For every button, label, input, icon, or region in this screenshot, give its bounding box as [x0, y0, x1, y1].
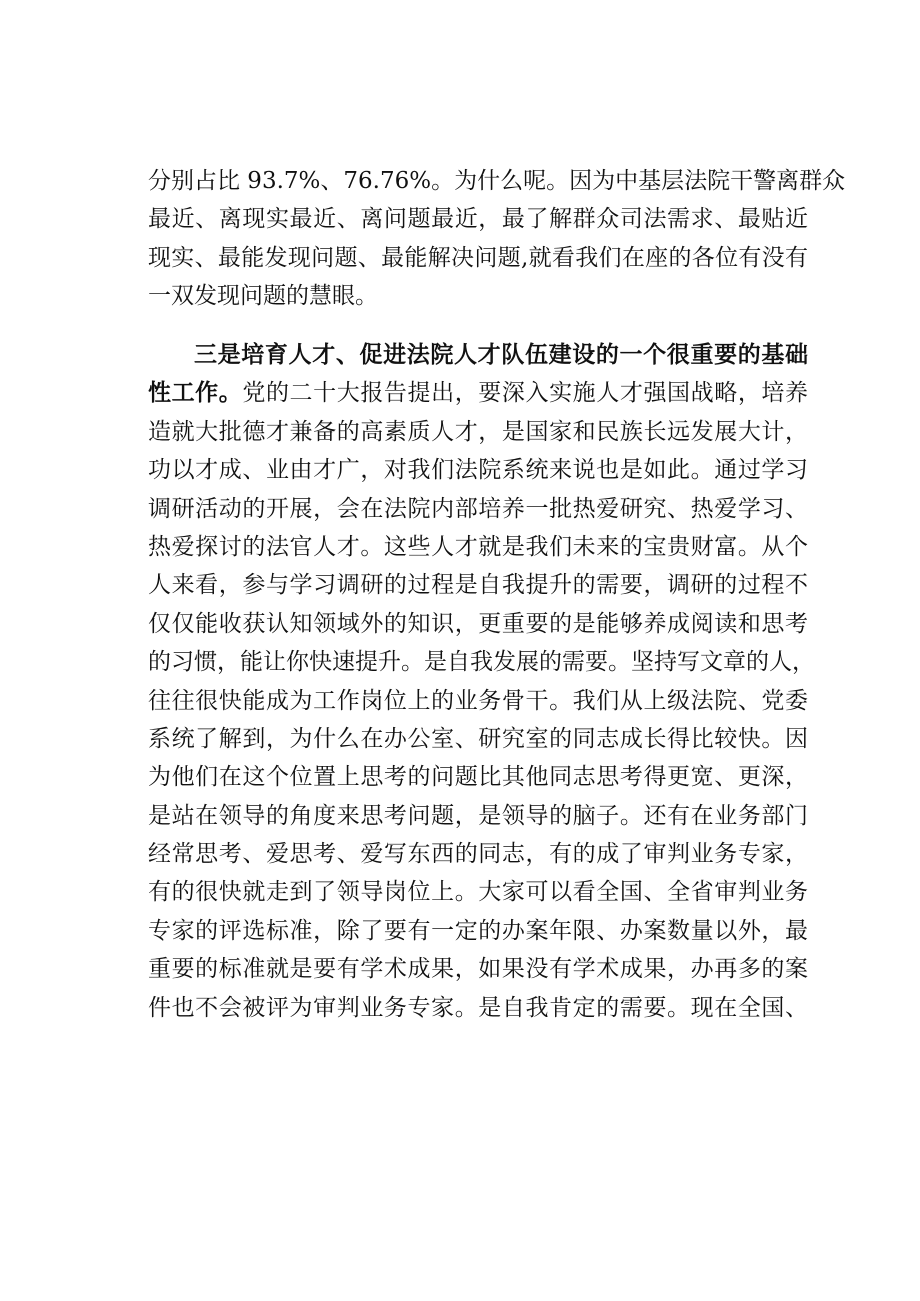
paragraph-2-line: 专家的评选标准，除了要有一定的办案年限、办案数量以外，最: [148, 917, 808, 944]
paragraph-2-line-rest: 党的二十大报告提出，要深入实施人才强国战略，培养: [242, 380, 809, 407]
paragraph-1-line: 现实、最能发现问题、最能解决问题,就看我们在座的各位有没有: [148, 244, 808, 271]
paragraph-1-line: 一双发现问题的慧眼。: [148, 283, 378, 310]
paragraph-2: [148, 336, 815, 1027]
paragraph-1-line: 最近、离现实最近、离问题最近，最了解群众司法需求、最贴近: [148, 206, 808, 233]
paragraph-2-line: 往往很快能成为工作岗位上的业务骨干。我们从上级法院、党委: [148, 687, 808, 714]
paragraph-1: [148, 162, 846, 316]
paragraph-2-line: 热爱探讨的法官人才。这些人才就是我们未来的宝贵财富。从个: [148, 533, 808, 560]
paragraph-2-heading: 三是培育人才、促进法院人才队伍建设的一个很重要的基础: [194, 341, 808, 368]
paragraph-2-line: 有的很快就走到了领导岗位上。大家可以看全国、全省审判业务: [148, 879, 808, 906]
paragraph-2-line: 调研活动的开展，会在法院内部培养一批热爱研究、热爱学习、: [148, 495, 808, 522]
paragraph-2-line: 经常思考、爱思考、爱写东西的同志，有的成了审判业务专家，: [148, 841, 808, 868]
paragraph-2-line: 功以才成、业由才广，对我们法院系统来说也是如此。通过学习: [148, 457, 808, 484]
paragraph-2-line: 重要的标准就是要有学术成果，如果没有学术成果，办再多的案: [148, 956, 808, 983]
paragraph-2-line: 的习惯，能让你快速提升。是自我发展的需要。坚持写文章的人，: [148, 649, 815, 676]
paragraph-2-line: 是站在领导的角度来思考问题，是领导的脑子。还有在业务部门: [148, 802, 808, 829]
paragraph-2-line: 系统了解到，为什么在办公室、研究室的同志成长得比较快。因: [148, 725, 808, 752]
paragraph-2-line: [148, 374, 808, 412]
paragraph-2-line: 件也不会被评为审判业务专家。是自我肯定的需要。现在全国、: [148, 994, 808, 1021]
paragraph-2-line: 为他们在这个位置上思考的问题比其他同志思考得更宽、更深，: [148, 764, 808, 791]
paragraph-2-line: 人来看，参与学习调研的过程是自我提升的需要，调研的过程不: [148, 572, 808, 599]
paragraph-2-line: 造就大批德才兼备的高素质人才，是国家和民族长远发展大计，: [148, 418, 808, 445]
paragraph-2-heading-end: 性工作。: [148, 379, 243, 407]
paragraph-1-line: 分别占比 93.7%、76.76%。为什么呢。因为中基层法院干警离群众: [148, 168, 846, 194]
paragraph-2-line: 仅仅能收获认知领域外的知识，更重要的是能够养成阅读和思考: [148, 610, 808, 637]
